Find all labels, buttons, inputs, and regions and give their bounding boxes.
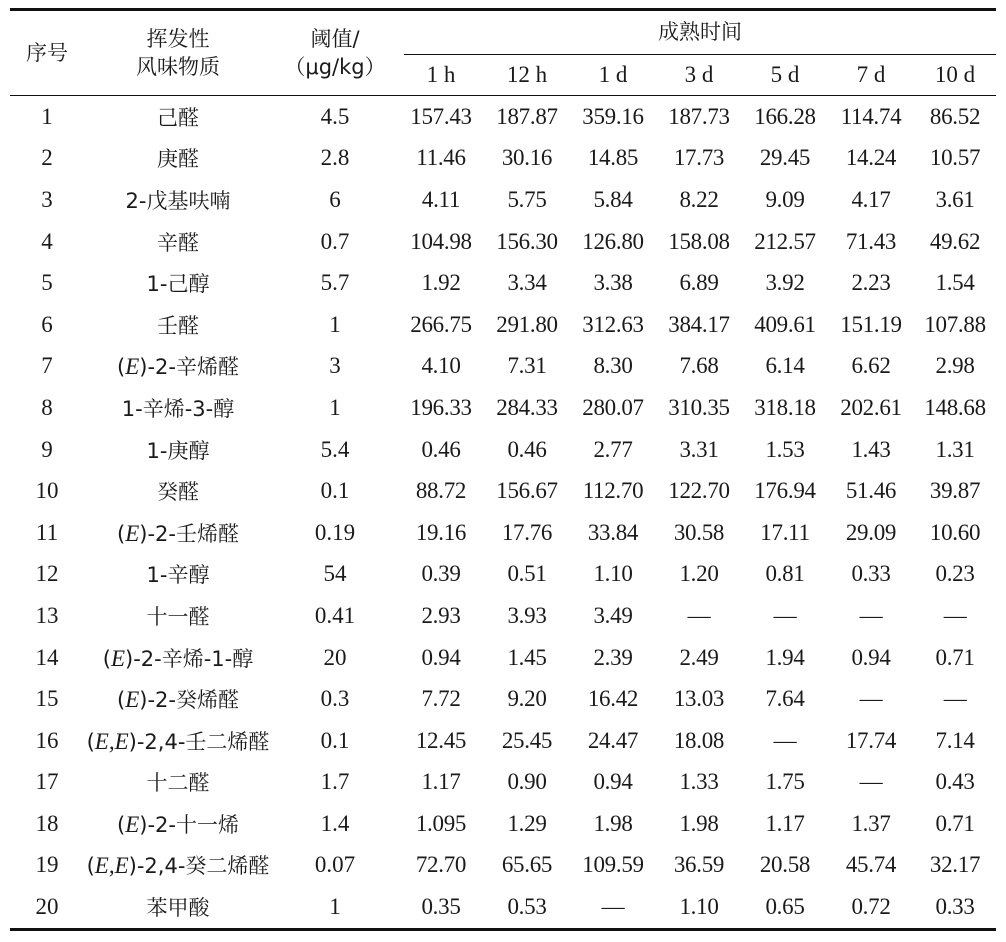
value-cell: 65.65 — [501, 852, 553, 878]
value-cell: 5.84 — [593, 186, 633, 212]
table-row — [10, 512, 996, 554]
stereo-descriptor: E,E — [94, 728, 129, 754]
value-cell: 17.73 — [673, 145, 725, 171]
value-cell: 196.33 — [410, 394, 472, 420]
value-cell: 88.72 — [415, 478, 467, 504]
compound-name-cell: 癸醛 — [157, 480, 199, 505]
threshold-cell: 5.7 — [320, 270, 350, 296]
seq-cell: 1 — [41, 103, 53, 129]
value-cell: 384.17 — [668, 311, 730, 337]
value-cell: 122.70 — [668, 478, 730, 504]
value-cell: 1.29 — [507, 810, 547, 836]
time-header-cell: 12 h — [484, 55, 570, 96]
table-row — [10, 595, 996, 637]
seq-cell: 2 — [41, 145, 53, 171]
compound-name-cell: (E,E)-2,4-壬二烯醛 — [86, 728, 270, 754]
table-row — [10, 470, 996, 512]
value-cell: 0.72 — [828, 886, 914, 929]
time-group-rule — [404, 11, 996, 55]
value-cell: 1.75 — [765, 769, 805, 795]
value-cell: 20.58 — [759, 852, 811, 878]
value-cell: 0.33 — [914, 886, 996, 929]
value-cell: 166.28 — [754, 103, 816, 129]
value-cell: 1.94 — [765, 644, 805, 670]
value-cell: 187.73 — [668, 103, 730, 129]
time-header-cell: 10 d — [914, 55, 996, 96]
seq-cell: 4 — [41, 228, 53, 254]
time-header-cell: 1 h — [398, 55, 484, 96]
compound-name-cell: (E)-2-壬烯醛 — [117, 520, 239, 546]
table-row — [10, 678, 996, 720]
value-cell: 6.14 — [765, 353, 805, 379]
value-cell: 114.74 — [840, 103, 902, 129]
value-cell: 3.31 — [679, 436, 719, 462]
value-cell: 312.63 — [582, 311, 644, 337]
value-cell: 0.94 — [593, 769, 633, 795]
seq-cell: 3 — [41, 186, 53, 212]
value-cell: 1.92 — [421, 270, 461, 296]
value-cell: 1.31 — [935, 436, 975, 462]
value-cell: 71.43 — [845, 228, 897, 254]
value-cell: 2.93 — [421, 602, 461, 628]
table-row — [10, 554, 996, 596]
value-cell: 11.46 — [416, 145, 466, 171]
threshold-cell: 0.19 — [314, 519, 356, 545]
threshold-cell: 5.4 — [320, 436, 350, 462]
value-cell: 3.93 — [507, 602, 547, 628]
time-group-label: 成熟时间 — [658, 20, 743, 44]
value-cell: 24.47 — [587, 727, 639, 753]
value-cell: 0.46 — [507, 436, 547, 462]
volatile-compounds-table — [10, 8, 996, 931]
value-cell: 1.095 — [415, 810, 467, 836]
table-row — [10, 387, 996, 429]
seq-cell: 18 — [35, 810, 59, 836]
value-cell: 0.46 — [421, 436, 461, 462]
table-row — [10, 803, 996, 845]
compound-name-cell: 苯甲酸 — [84, 886, 272, 929]
compound-header-line2: 风味物质 — [136, 55, 220, 79]
threshold-cell: 1 — [329, 394, 341, 420]
value-cell: 1.98 — [593, 810, 633, 836]
compound-header — [84, 10, 272, 96]
compound-name-cell: 庚醛 — [157, 147, 199, 172]
value-cell: 157.43 — [410, 103, 472, 129]
value-cell: 2.77 — [593, 436, 633, 462]
table-row — [10, 221, 996, 263]
value-cell: — — [943, 602, 967, 628]
value-cell: 0.90 — [507, 769, 547, 795]
value-cell: 266.75 — [410, 311, 472, 337]
value-cell: 212.57 — [754, 228, 816, 254]
value-cell: 3.49 — [593, 602, 633, 628]
value-cell: 72.70 — [415, 852, 467, 878]
value-cell: 33.84 — [587, 519, 639, 545]
table-row — [10, 637, 996, 679]
value-cell: 14.24 — [845, 145, 897, 171]
value-cell: 3.34 — [507, 270, 547, 296]
value-cell: 2.39 — [593, 644, 633, 670]
table-row — [10, 845, 996, 887]
compound-name-cell: (E)-2-十一烯 — [117, 811, 239, 837]
value-cell: 291.80 — [496, 311, 558, 337]
value-cell: 29.09 — [845, 519, 897, 545]
value-cell: 2.23 — [851, 270, 891, 296]
table-row — [10, 720, 996, 762]
compound-name-cell: 十一醛 — [146, 604, 210, 629]
value-cell: 0.94 — [421, 644, 461, 670]
value-cell: 1.10 — [593, 561, 633, 587]
compound-name-cell: 1-辛醇 — [146, 563, 210, 588]
value-cell: 7.14 — [935, 727, 975, 753]
seq-cell: 7 — [41, 353, 53, 379]
value-cell: 409.61 — [754, 311, 816, 337]
value-cell: 151.19 — [840, 311, 902, 337]
value-cell: 4.10 — [421, 353, 461, 379]
compound-name-cell: 2-戊基呋喃 — [125, 188, 231, 213]
value-cell: 45.74 — [845, 852, 897, 878]
value-cell: 4.17 — [851, 186, 891, 212]
value-cell: 280.07 — [582, 394, 644, 420]
value-cell: 51.46 — [845, 478, 897, 504]
compound-name-cell: (E)-2-辛烯-1-醇 — [102, 645, 254, 671]
value-cell: 17.74 — [845, 727, 897, 753]
value-cell: 1.37 — [851, 810, 891, 836]
value-cell: — — [687, 602, 711, 628]
table-row — [10, 346, 996, 388]
value-cell: 0.53 — [484, 886, 570, 929]
value-cell: 6.89 — [679, 270, 719, 296]
seq-cell: 13 — [35, 602, 59, 628]
value-cell: 1.45 — [507, 644, 547, 670]
value-cell: 176.94 — [754, 478, 816, 504]
value-cell: 29.45 — [759, 145, 811, 171]
seq-cell: 16 — [35, 727, 59, 753]
value-cell: 16.42 — [587, 686, 639, 712]
value-cell: 1.98 — [679, 810, 719, 836]
seq-cell: 5 — [41, 270, 53, 296]
seq-cell: 14 — [35, 644, 59, 670]
value-cell: 39.87 — [929, 478, 981, 504]
value-cell: 0.23 — [935, 561, 975, 587]
value-cell: — — [943, 686, 967, 712]
value-cell: 126.80 — [582, 228, 644, 254]
value-cell: — — [773, 602, 797, 628]
value-cell: 156.30 — [496, 228, 558, 254]
seq-cell: 6 — [41, 311, 53, 337]
seq-cell: 20 — [10, 886, 84, 929]
time-header-cell: 7 d — [828, 55, 914, 96]
seq-cell: 19 — [35, 852, 59, 878]
value-cell: 10.60 — [929, 519, 981, 545]
value-cell: 19.16 — [415, 519, 467, 545]
seq-cell: 10 — [35, 478, 59, 504]
threshold-cell: 2.8 — [320, 145, 350, 171]
threshold-cell: 6 — [329, 186, 341, 212]
threshold-cell: 1.4 — [320, 810, 350, 836]
seq-cell: 17 — [35, 769, 59, 795]
value-cell: 9.09 — [765, 186, 805, 212]
value-cell: 18.08 — [673, 727, 725, 753]
value-cell: 0.33 — [851, 561, 891, 587]
compound-name-cell: 1-辛烯-3-醇 — [121, 396, 235, 421]
table-body — [10, 96, 996, 930]
value-cell: 310.35 — [668, 394, 730, 420]
value-cell: 49.62 — [929, 228, 981, 254]
compound-name-cell: 1-己醇 — [146, 272, 210, 297]
value-cell: 104.98 — [410, 228, 472, 254]
value-cell: 0.71 — [935, 644, 975, 670]
threshold-cell: 1 — [329, 311, 341, 337]
compound-name-cell: (E,E)-2,4-癸二烯醛 — [86, 853, 270, 879]
value-cell: 25.45 — [501, 727, 553, 753]
table-header — [10, 10, 996, 96]
value-cell: 1.10 — [656, 886, 742, 929]
threshold-cell: 1 — [272, 886, 398, 929]
value-cell: — — [859, 686, 883, 712]
compound-name-cell: 辛醛 — [157, 230, 199, 255]
value-cell: 32.17 — [929, 852, 981, 878]
value-cell: 187.87 — [496, 103, 558, 129]
value-cell: 107.88 — [924, 311, 986, 337]
value-cell: 3.92 — [765, 270, 805, 296]
value-cell: — — [859, 769, 883, 795]
value-cell: 7.64 — [765, 686, 805, 712]
table-row — [10, 262, 996, 304]
stereo-descriptor: E — [125, 520, 140, 546]
value-cell: 0.51 — [507, 561, 547, 587]
value-cell: 12.45 — [415, 727, 467, 753]
value-cell: 13.03 — [673, 686, 725, 712]
threshold-header-line2: （μg/kg） — [284, 55, 386, 79]
value-cell: 17.76 — [501, 519, 553, 545]
threshold-cell: 0.1 — [320, 727, 350, 753]
value-cell: 30.16 — [501, 145, 553, 171]
threshold-cell: 1.7 — [320, 769, 350, 795]
threshold-cell: 4.5 — [320, 103, 350, 129]
value-cell: 0.65 — [742, 886, 828, 929]
value-cell: 36.59 — [673, 852, 725, 878]
value-cell: 318.18 — [754, 394, 816, 420]
value-cell: 2.49 — [679, 644, 719, 670]
seq-cell: 12 — [35, 561, 59, 587]
value-cell: 6.62 — [851, 353, 891, 379]
value-cell: 17.11 — [760, 519, 810, 545]
value-cell: 0.94 — [851, 644, 891, 670]
compound-name-cell: 1-庚醇 — [146, 438, 210, 463]
compound-name-cell: 壬醛 — [157, 313, 199, 338]
stereo-descriptor: E — [110, 645, 126, 671]
seq-header-label: 序号 — [26, 41, 68, 65]
threshold-cell: 3 — [329, 353, 341, 379]
stereo-descriptor: E — [125, 687, 140, 713]
value-cell: 148.68 — [924, 394, 986, 420]
value-cell: 86.52 — [929, 103, 981, 129]
table-row — [10, 96, 996, 138]
value-cell: 1.33 — [679, 769, 719, 795]
value-cell: — — [773, 727, 797, 753]
seq-cell: 8 — [41, 394, 53, 420]
table-row — [10, 179, 996, 221]
seq-cell: 9 — [41, 436, 53, 462]
value-cell: 109.59 — [582, 852, 644, 878]
compound-name-cell: (E)-2-辛烯醛 — [117, 354, 239, 380]
value-cell: 0.35 — [398, 886, 484, 929]
table-row — [10, 429, 996, 471]
value-cell: 359.16 — [582, 103, 644, 129]
value-cell: 2.98 — [935, 353, 975, 379]
value-cell: — — [570, 886, 656, 929]
threshold-cell: 0.7 — [320, 228, 350, 254]
value-cell: 1.54 — [935, 270, 975, 296]
value-cell: 0.39 — [421, 561, 461, 587]
threshold-cell: 0.41 — [314, 602, 356, 628]
value-cell: 8.22 — [679, 186, 719, 212]
table-row — [10, 138, 996, 180]
threshold-header-line1: 阈值/ — [310, 27, 360, 51]
compound-name-cell: 己醛 — [157, 105, 199, 130]
seq-cell: 11 — [35, 519, 59, 545]
value-cell: 1.53 — [765, 436, 805, 462]
value-cell: 156.67 — [496, 478, 558, 504]
value-cell: 1.17 — [421, 769, 461, 795]
compound-name-cell: (E)-2-癸烯醛 — [117, 687, 239, 713]
seq-cell: 15 — [35, 686, 59, 712]
compound-name-cell: 十二醛 — [146, 771, 210, 796]
value-cell: 7.68 — [679, 353, 719, 379]
value-cell: 30.58 — [673, 519, 725, 545]
value-cell: 112.70 — [582, 478, 644, 504]
value-cell: — — [859, 602, 883, 628]
value-cell: 202.61 — [840, 394, 902, 420]
threshold-cell: 0.07 — [314, 852, 356, 878]
stereo-descriptor: E — [125, 811, 140, 837]
value-cell: 7.31 — [507, 353, 547, 379]
table-row — [10, 886, 996, 929]
stereo-descriptor: E — [125, 354, 140, 380]
value-cell: 4.11 — [421, 186, 461, 212]
value-cell: 1.20 — [679, 561, 719, 587]
value-cell: 9.20 — [507, 686, 547, 712]
value-cell: 3.61 — [935, 186, 975, 212]
table-row — [10, 762, 996, 804]
stereo-descriptor: E,E — [94, 853, 129, 879]
time-header-cell: 5 d — [742, 55, 828, 96]
threshold-cell: 54 — [323, 561, 347, 587]
time-group-header — [398, 10, 996, 56]
value-cell: 7.72 — [421, 686, 461, 712]
value-cell: 0.81 — [765, 561, 805, 587]
value-cell: 0.43 — [935, 769, 975, 795]
threshold-cell: 0.3 — [320, 686, 350, 712]
threshold-cell: 20 — [323, 644, 347, 670]
time-header-cell: 3 d — [656, 55, 742, 96]
value-cell: 14.85 — [587, 145, 639, 171]
value-cell: 158.08 — [668, 228, 730, 254]
value-cell: 1.17 — [765, 810, 805, 836]
table-row — [10, 304, 996, 346]
threshold-header — [272, 10, 398, 96]
threshold-cell: 0.1 — [320, 478, 350, 504]
value-cell: 10.57 — [929, 145, 981, 171]
value-cell: 0.71 — [935, 810, 975, 836]
value-cell: 284.33 — [496, 394, 558, 420]
seq-header — [10, 10, 84, 96]
value-cell: 8.30 — [593, 353, 633, 379]
compound-header-line1: 挥发性 — [146, 27, 210, 51]
value-cell: 3.38 — [593, 270, 633, 296]
value-cell: 5.75 — [507, 186, 547, 212]
value-cell: 1.43 — [851, 436, 891, 462]
time-header-cell: 1 d — [570, 55, 656, 96]
